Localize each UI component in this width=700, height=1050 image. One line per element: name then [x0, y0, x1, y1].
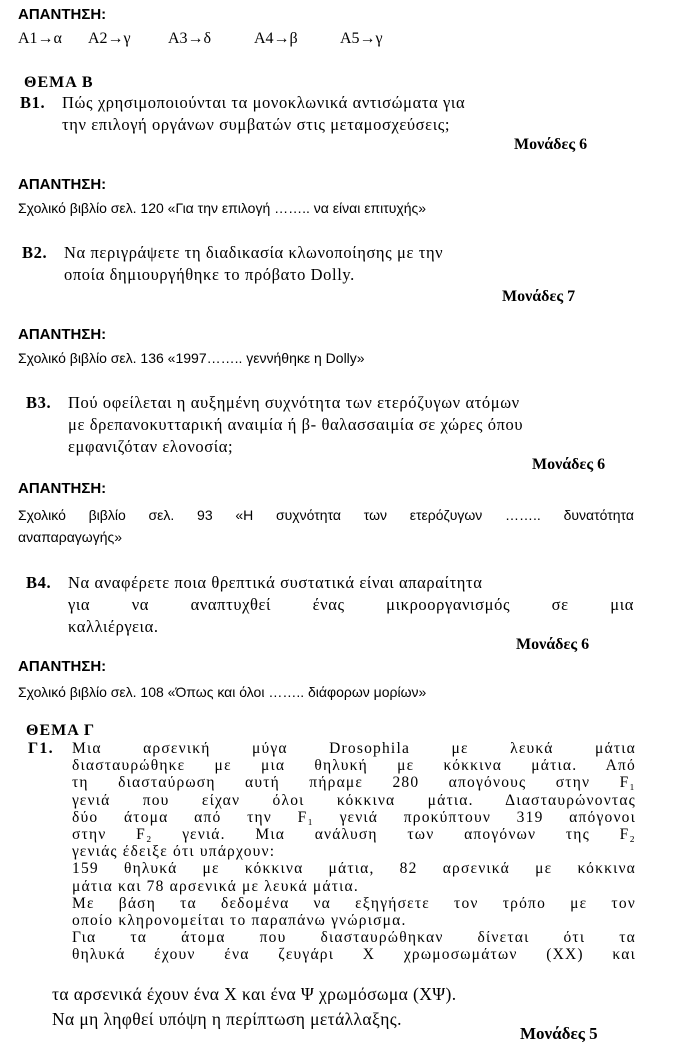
match-item: A2→γ [88, 30, 131, 47]
question-line: τη διασταύρωση αυτή πήραμε 280 απογόνους στην F₁ [72, 774, 636, 792]
answer-b3 [18, 504, 634, 548]
question-number: Β1. [20, 93, 46, 112]
match-item: A5→γ [340, 30, 383, 47]
answer-label-a: ΑΠΑΝΤΗΣΗ: [18, 6, 107, 23]
question-line: Πού οφείλεται η αυξημένη συχνότητα των ετερόζυγων ατόμων [68, 393, 520, 412]
question-line: για να αναπτυχθεί ένας μικροοργανισμός σε μια [68, 595, 634, 614]
answer-label-b4: ΑΠΑΝΤΗΣΗ: [18, 658, 107, 675]
section-title-b: ΘΕΜΑ Β [24, 74, 94, 91]
question-number: Β3. [26, 393, 52, 412]
question-number: Β2. [22, 243, 48, 262]
question-line: Να αναφέρετε ποια θρεπτικά συστατικά είναι απαραίτητα [68, 573, 483, 592]
question-line: Μια αρσενική μύγα Drosophila με λευκά μάτια [72, 740, 636, 757]
points-b1: Μονάδες 6 [514, 136, 588, 153]
question-b3 [26, 392, 646, 458]
question-line: 159 θηλυκά με κόκκινα μάτια, 82 αρσενικά με κόκκινα [72, 860, 636, 878]
question-line: Με βάση τα δεδομένα να εξηγήσετε τον τρόπο με τον [72, 894, 636, 912]
question-line: δύο άτομα από την F₁ γενιά προκύπτουν 319 απόγονοι [72, 808, 636, 826]
match-item: A4→β [254, 30, 298, 47]
question-b4 [26, 572, 634, 638]
answer-label-b3: ΑΠΑΝΤΗΣΗ: [18, 480, 107, 497]
answer-line: Σχολικό βιβλίο σελ. 93 «Η συχνότητα των ετερόζυγων …….. δυνατότητα [18, 507, 634, 523]
question-number: Β4. [26, 573, 52, 592]
matches-row [18, 30, 383, 48]
answer-b1: Σχολικό βιβλίο σελ. 120 «Για την επιλογή …….. να είναι επιτυχής» [18, 200, 427, 216]
answer-line: αναπαραγωγής» [18, 529, 123, 545]
section-title-g: ΘΕΜΑ Γ [26, 722, 96, 739]
question-line: διασταυρώθηκε με μια θηλυκή με κόκκινα μάτια. Από [72, 757, 636, 775]
question-line: γενιάς έδειξε ότι υπάρχουν: [72, 843, 276, 861]
question-line: θηλυκά έχουν ένα ζευγάρι Χ χρωμοσωμάτων (ΧΧ) και [72, 946, 636, 964]
points-g1: Μονάδες 5 [520, 1024, 598, 1043]
question-b1 [20, 92, 620, 136]
question-line: Να μη ληφθεί υπόψη η περίπτωση μετάλλαξης. [52, 1009, 402, 1029]
question-line: Πώς χρησιμοποιούνται τα μονοκλωνικά αντισώματα για [62, 93, 466, 112]
question-line: την επιλογή οργάνων συμβατών στις μεταμοσχεύσεις; [62, 115, 451, 134]
match-item: A1→α [18, 30, 62, 47]
points-b3: Μονάδες 6 [532, 456, 606, 473]
question-line: καλλιέργεια. [68, 617, 159, 636]
question-number: Γ1. [28, 740, 54, 757]
match-item: A3→δ [168, 30, 212, 47]
answer-b2: Σχολικό βιβλίο σελ. 136 «1997…….. γεννήθηκε η Dolly» [18, 350, 365, 366]
points-b2: Μονάδες 7 [502, 288, 576, 305]
question-b2 [22, 242, 622, 286]
points-b4: Μονάδες 6 [516, 636, 590, 653]
question-line: στην F₂ γενιά. Μια ανάλυση των απογόνων της F₂ [72, 826, 636, 844]
question-line: με δρεπανοκυτταρική αναιμία ή β- θαλασσαιμία σε χώρες όπου [68, 415, 524, 434]
question-line: Για τα άτομα που διασταυρώθηκαν δίνεται ότι τα [72, 929, 636, 947]
answer-b4: Σχολικό βιβλίο σελ. 108 «Όπως και όλοι …….. διάφορων μορίων» [18, 684, 427, 700]
question-line: εμφανιζόταν ελονοσία; [68, 437, 234, 456]
answer-label-b2: ΑΠΑΝΤΗΣΗ: [18, 326, 107, 343]
question-line: Να περιγράψετε τη διαδικασία κλωνοποίησης με την [64, 243, 444, 262]
question-line: τα αρσενικά έχουν ένα Χ και ένα Ψ χρωμόσωμα (ΧΨ). [52, 984, 457, 1004]
question-line: οποίο κληρονομείται το παραπάνω γνώρισμα. [72, 912, 407, 930]
question-line: μάτια και 78 αρσενικά με λευκά μάτια. [72, 877, 359, 895]
answer-label-b1: ΑΠΑΝΤΗΣΗ: [18, 176, 107, 193]
question-line: οποία δημιουργήθηκε το πρόβατο Dolly. [64, 265, 355, 284]
question-line: γενιά που είχαν όλοι κόκκινα μάτια. Διασταυρώνοντας [72, 791, 636, 809]
question-g1 [28, 740, 636, 964]
